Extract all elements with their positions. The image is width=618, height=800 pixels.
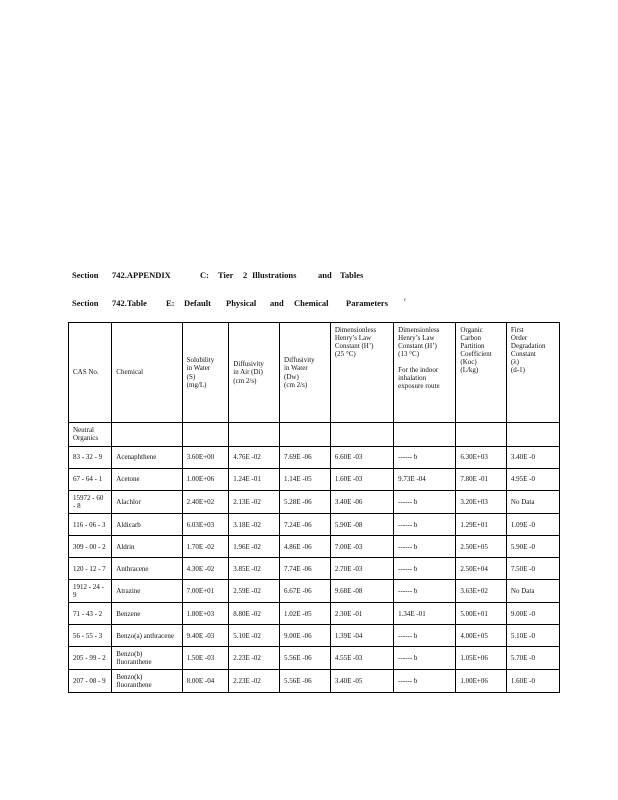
table-row: [69, 491, 560, 514]
chemical-cell: Anthracene: [112, 558, 182, 580]
diffusivity-water-cell: 9.00E -06: [280, 625, 331, 647]
col-header-diffusivity-air: Diffusivity in Air (Di) (cm 2/s): [229, 323, 280, 423]
heading-word: Section: [72, 298, 99, 308]
koc-cell: 1.05E+06: [456, 647, 507, 670]
col-header-chemical: Chemical: [112, 323, 182, 423]
heading-word: Tables: [340, 270, 364, 280]
diffusivity-air-cell: 2.59E -02: [229, 580, 280, 603]
diffusivity-air-cell: 1.96E -02: [229, 536, 280, 558]
decay-cell: 5.10E -0: [506, 625, 559, 647]
solubility-cell: 4.30E -02: [182, 558, 229, 580]
table-row: [69, 469, 560, 491]
cas-cell: 309 - 00 - 2: [69, 536, 112, 558]
solubility-cell: 8.00E -04: [182, 670, 229, 693]
col-header-henry-13: Dimensionless Henry’s Law Constant (H’) (13 °C) For the indoor inhalation exposure route: [394, 323, 456, 423]
chemical-cell: Aldrin: [112, 536, 182, 558]
chemical-cell: Alachlor: [112, 491, 182, 514]
chemical-cell: Benzo(a) anthracene: [112, 625, 182, 647]
col-header-diffusivity-water: Diffusivity in Water (Dw) (cm 2/s): [280, 323, 331, 423]
chemical-cell: Aldicarb: [112, 514, 182, 536]
koc-cell: 4.00E+05: [456, 625, 507, 647]
decay-cell: 7.50E -0: [506, 558, 559, 580]
table-row: [69, 580, 560, 603]
chemical-cell: Acenaphthene: [112, 447, 182, 469]
heading-word: Section: [72, 270, 99, 280]
henry-13-cell: ------ b: [394, 670, 456, 693]
cas-cell: 83 - 32 - 9: [69, 447, 112, 469]
table-row: [69, 558, 560, 580]
col-header-henry-25: Dimensionless Henry’s Law Constant (H’) (25 °C): [330, 323, 393, 423]
henry-13-cell: ------ b: [394, 558, 456, 580]
cas-cell: 56 - 55 - 3: [69, 625, 112, 647]
koc-cell: 5.00E+01: [456, 603, 507, 625]
group-row: [69, 423, 560, 447]
henry-25-cell: 7.00E -03: [330, 536, 393, 558]
diffusivity-air-cell: 2.23E -02: [229, 670, 280, 693]
table-row: [69, 670, 560, 693]
koc-cell: 1.00E+06: [456, 670, 507, 693]
decay-cell: 5.90E -0: [506, 536, 559, 558]
henry-25-cell: 3.40E -06: [330, 491, 393, 514]
henry-13-cell: ------ b: [394, 647, 456, 670]
diffusivity-air-cell: 2.13E -02: [229, 491, 280, 514]
heading-word: Illustrations: [252, 270, 297, 280]
koc-cell: 3.20E+03: [456, 491, 507, 514]
diffusivity-air-cell: 3.85E -02: [229, 558, 280, 580]
solubility-cell: 7.00E+01: [182, 580, 229, 603]
decay-cell: No Data: [506, 580, 559, 603]
footnote-marker: c: [404, 298, 407, 303]
col-header-decay-constant: First Order Degradation Constant (λ) (d-1): [506, 323, 559, 423]
parameters-table: [68, 322, 560, 693]
cas-cell: 116 - 06 - 3: [69, 514, 112, 536]
heading-word: Physical: [226, 298, 257, 308]
diffusivity-air-cell: 5.10E -02: [229, 625, 280, 647]
solubility-cell: 1.70E -02: [182, 536, 229, 558]
diffusivity-water-cell: 7.24E -06: [280, 514, 331, 536]
diffusivity-water-cell: 4.86E -06: [280, 536, 331, 558]
henry-13-cell: ------ b: [394, 536, 456, 558]
henry-13-cell: ------ b: [394, 514, 456, 536]
heading-word: Tier: [218, 270, 234, 280]
henry-25-cell: 9.68E -08: [330, 580, 393, 603]
koc-cell: 2.50E+05: [456, 536, 507, 558]
heading-word: C:: [200, 270, 209, 280]
heading-word: and: [270, 298, 284, 308]
diffusivity-air-cell: 8.80E -02: [229, 603, 280, 625]
heading-word: Chemical: [294, 298, 329, 308]
heading-word: and: [318, 270, 332, 280]
decay-cell: 1.09E -0: [506, 514, 559, 536]
solubility-cell: 1.00E+06: [182, 469, 229, 491]
koc-cell: 3.63E+02: [456, 580, 507, 603]
solubility-cell: 9.40E -03: [182, 625, 229, 647]
heading-word: 742.Table: [112, 298, 147, 308]
header-row: [69, 323, 560, 423]
cas-cell: 67 - 64 - 1: [69, 469, 112, 491]
decay-cell: 4.95E -0: [506, 469, 559, 491]
diffusivity-air-cell: 3.18E -02: [229, 514, 280, 536]
diffusivity-water-cell: 1.02E -05: [280, 603, 331, 625]
koc-cell: 1.29E+01: [456, 514, 507, 536]
decay-cell: 1.60E -0: [506, 670, 559, 693]
col-header-koc: Organic Carbon Partition Coefficient (Koc) (L/kg): [456, 323, 507, 423]
diffusivity-water-cell: 5.56E -06: [280, 647, 331, 670]
diffusivity-air-cell: 2.23E -02: [229, 647, 280, 670]
henry-13-cell: ------ b: [394, 580, 456, 603]
heading-word: 2: [243, 270, 248, 280]
heading-word: Parameters: [346, 298, 389, 308]
henry-25-cell: 1.39E -04: [330, 625, 393, 647]
cas-cell: 207 - 08 - 9: [69, 670, 112, 693]
cas-cell: 71 - 43 - 2: [69, 603, 112, 625]
col-header-cas: CAS No.: [69, 323, 112, 423]
solubility-cell: 6.03E+03: [182, 514, 229, 536]
diffusivity-air-cell: 4.76E -02: [229, 447, 280, 469]
solubility-cell: 1.50E -03: [182, 647, 229, 670]
henry-13-cell: ------ b: [394, 491, 456, 514]
group-label: Neutral Organics: [69, 423, 112, 447]
diffusivity-water-cell: 7.74E -06: [280, 558, 331, 580]
koc-cell: 2.50E+04: [456, 558, 507, 580]
henry-13-cell: ------ b: [394, 447, 456, 469]
col-header-solubility: Solubility in Water (S) (mg/L): [182, 323, 229, 423]
solubility-cell: 2.40E+02: [182, 491, 229, 514]
henry-25-cell: 4.55E -03: [330, 647, 393, 670]
henry-13-cell: 9.73E -04: [394, 469, 456, 491]
decay-cell: No Data: [506, 491, 559, 514]
decay-cell: 9.00E -0: [506, 603, 559, 625]
chemical-cell: Benzo(k) fluoranthene: [112, 670, 182, 693]
diffusivity-water-cell: 6.67E -06: [280, 580, 331, 603]
heading-word: Default: [184, 298, 211, 308]
decay-cell: 3.40E -0: [506, 447, 559, 469]
diffusivity-air-cell: 1.24E -01: [229, 469, 280, 491]
diffusivity-water-cell: 5.28E -06: [280, 491, 331, 514]
cas-cell: 1912 - 24 - 9: [69, 580, 112, 603]
solubility-cell: 1.80E+03: [182, 603, 229, 625]
table-row: [69, 514, 560, 536]
decay-cell: 5.70E -0: [506, 647, 559, 670]
koc-cell: 6.30E+03: [456, 447, 507, 469]
cas-cell: 205 - 99 - 2: [69, 647, 112, 670]
chemical-cell: Benzo(b) fluoranthene: [112, 647, 182, 670]
cas-cell: 120 - 12 - 7: [69, 558, 112, 580]
diffusivity-water-cell: 7.69E -06: [280, 447, 331, 469]
table-row: [69, 603, 560, 625]
heading-word: 742.APPENDIX: [112, 270, 171, 280]
henry-25-cell: 5.90E -08: [330, 514, 393, 536]
henry-25-cell: 3.40E -05: [330, 670, 393, 693]
henry-25-cell: 6.60E -03: [330, 447, 393, 469]
henry-13-cell: ------ b: [394, 625, 456, 647]
diffusivity-water-cell: 5.56E -06: [280, 670, 331, 693]
solubility-cell: 3.60E+00: [182, 447, 229, 469]
henry-25-cell: 2.70E -03: [330, 558, 393, 580]
henry-25-cell: 1.60E -03: [330, 469, 393, 491]
table-row: [69, 447, 560, 469]
koc-cell: 7.80E -01: [456, 469, 507, 491]
chemical-cell: Benzene: [112, 603, 182, 625]
table-row: [69, 625, 560, 647]
chemical-cell: Acetone: [112, 469, 182, 491]
henry-13-cell: 1.34E -01: [394, 603, 456, 625]
diffusivity-water-cell: 1.14E -05: [280, 469, 331, 491]
henry-25-cell: 2.30E -01: [330, 603, 393, 625]
heading-word: E:: [166, 298, 175, 308]
table-row: [69, 536, 560, 558]
chemical-cell: Atrazine: [112, 580, 182, 603]
cas-cell: 15972 - 60 - 8: [69, 491, 112, 514]
table-row: [69, 647, 560, 670]
